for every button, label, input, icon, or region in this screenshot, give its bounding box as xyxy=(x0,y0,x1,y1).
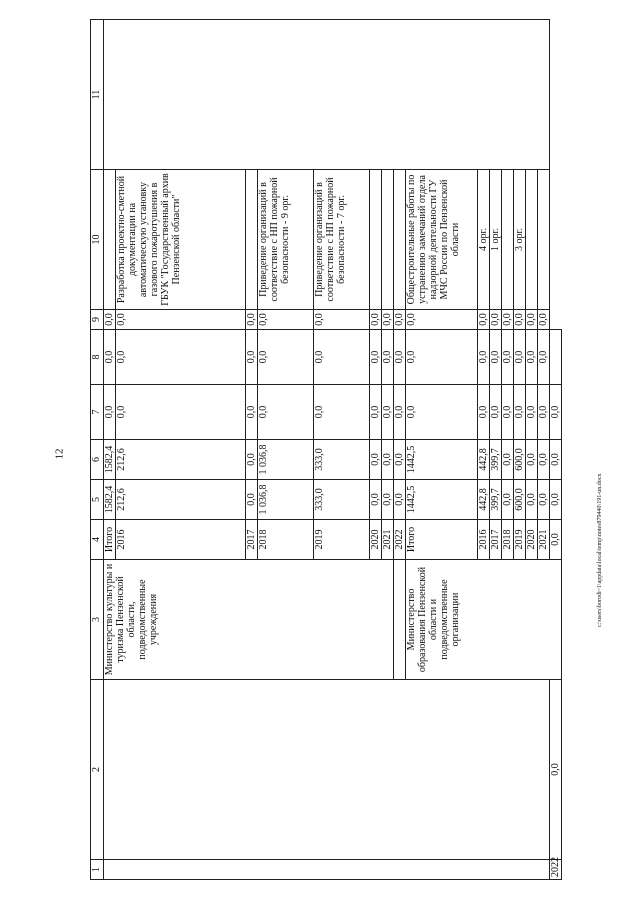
value-cell: 0,0 xyxy=(406,385,478,440)
value-cell: 0,0 xyxy=(526,480,538,520)
budget-table xyxy=(90,19,562,880)
table-row xyxy=(104,20,116,880)
value-cell: 333,0 xyxy=(314,440,370,480)
year-cell: 2022 xyxy=(550,860,562,880)
cell-col11 xyxy=(104,20,550,170)
column-header: 3 xyxy=(91,560,104,680)
total-label: Итого xyxy=(104,520,116,560)
value-cell: 0,0 xyxy=(526,385,538,440)
value-cell: 0,0 xyxy=(550,385,562,440)
value-cell: 0,0 xyxy=(406,310,478,330)
column-header: 2 xyxy=(91,680,104,860)
footer-file-path: c:\users\borodi~1\appdata\local\temp\notes879440\191-un.docx xyxy=(597,473,603,627)
column-number-row xyxy=(91,20,104,880)
year-cell: 2017 xyxy=(246,520,258,560)
value-cell: 0,0 xyxy=(526,330,538,385)
cell-col2 xyxy=(104,680,550,860)
value-cell: 0,0 xyxy=(490,310,502,330)
desc-cell: 3 орг. xyxy=(514,170,526,310)
year-cell: 2016 xyxy=(478,520,490,560)
column-header: 9 xyxy=(91,310,104,330)
value-cell: 0,0 xyxy=(394,310,406,330)
desc-cell: 1 орг. xyxy=(490,170,502,310)
value-cell: 0,0 xyxy=(246,385,258,440)
value-cell: 0,0 xyxy=(258,330,314,385)
value-cell: 0,0 xyxy=(394,330,406,385)
org-name: Министерство культуры и туризма Пензенской области, подведомственные учреждения xyxy=(104,560,394,680)
value-cell: 0,0 xyxy=(478,310,490,330)
value-cell: 333,0 xyxy=(314,480,370,520)
value-cell: 0,0 xyxy=(550,520,562,560)
value-cell: 0,0 xyxy=(394,440,406,480)
value-cell: 0,0 xyxy=(104,330,116,385)
value-cell: 0,0 xyxy=(258,385,314,440)
value-cell: 0,0 xyxy=(502,310,514,330)
value-cell: 0,0 xyxy=(370,310,382,330)
column-header: 6 xyxy=(91,440,104,480)
value-cell: 0,0 xyxy=(502,440,514,480)
cell-col1 xyxy=(104,860,550,880)
value-cell: 0,0 xyxy=(116,330,246,385)
value-cell: 0,0 xyxy=(478,385,490,440)
desc-cell xyxy=(246,170,258,310)
column-header: 5 xyxy=(91,480,104,520)
desc-cell: Общестроительные работы по устранению замечаний отдела надзорной деятельности ГУ МЧС России по Пензенской области xyxy=(406,170,478,310)
value-cell: 0,0 xyxy=(502,385,514,440)
value-cell: 0,0 xyxy=(246,480,258,520)
value-cell: 0,0 xyxy=(550,480,562,520)
value-cell: 0,0 xyxy=(538,480,550,520)
table-container xyxy=(90,20,614,880)
year-cell: 2018 xyxy=(258,520,314,560)
value-cell: 0,0 xyxy=(394,480,406,520)
value-cell: 0,0 xyxy=(490,330,502,385)
value-cell: 0,0 xyxy=(490,385,502,440)
value-cell: 442,8 xyxy=(478,480,490,520)
year-cell: 2018 xyxy=(502,520,514,560)
value-cell: 0,0 xyxy=(104,385,116,440)
value-cell: 600,0 xyxy=(514,480,526,520)
value-cell: 0,0 xyxy=(258,310,314,330)
value-cell: 0,0 xyxy=(382,330,394,385)
value-cell: 0,0 xyxy=(550,440,562,480)
value-cell: 0,0 xyxy=(314,330,370,385)
value-cell: 399,7 xyxy=(490,440,502,480)
year-cell: 2019 xyxy=(514,520,526,560)
total-label: Итого xyxy=(406,520,478,560)
column-header: 1 xyxy=(91,860,104,880)
year-cell: 2017 xyxy=(490,520,502,560)
desc-cell xyxy=(550,330,562,385)
desc-cell xyxy=(382,170,394,310)
value-cell: 0,0 xyxy=(370,440,382,480)
value-cell: 1582,4 xyxy=(104,480,116,520)
desc-cell xyxy=(526,170,538,310)
desc-cell: Разработка проектно-сметной документации на автоматическую установку газового пожаротушения в ГБУК "Государственный архив Пензенской области" xyxy=(116,170,246,310)
column-header: 11 xyxy=(91,20,104,170)
page-number: 12 xyxy=(53,448,66,460)
value-cell: 0,0 xyxy=(538,330,550,385)
desc-cell xyxy=(394,170,406,310)
value-cell: 1 036,8 xyxy=(258,480,314,520)
value-cell: 0,0 xyxy=(104,310,116,330)
value-cell: 1 036,8 xyxy=(258,440,314,480)
value-cell: 0,0 xyxy=(514,330,526,385)
value-cell: 0,0 xyxy=(514,310,526,330)
value-cell: 442,8 xyxy=(478,440,490,480)
org-name: Министерство образования Пензенской области и подведомственные организации xyxy=(406,560,562,680)
year-cell: 2019 xyxy=(314,520,370,560)
value-cell: 1442,5 xyxy=(406,440,478,480)
value-cell: 600,0 xyxy=(514,440,526,480)
value-cell: 0,0 xyxy=(382,480,394,520)
desc-cell: 4 орг. xyxy=(478,170,490,310)
value-cell: 0,0 xyxy=(526,310,538,330)
desc-cell xyxy=(538,170,550,310)
value-cell: 0,0 xyxy=(550,680,562,860)
year-cell: 2020 xyxy=(526,520,538,560)
value-cell: 0,0 xyxy=(538,440,550,480)
value-cell: 1442,5 xyxy=(406,480,478,520)
value-cell: 0,0 xyxy=(370,385,382,440)
desc-cell xyxy=(502,170,514,310)
desc-cell: Приведение организаций в соответствие с НП пожарной безопасности - 7 орг. xyxy=(314,170,370,310)
column-header: 10 xyxy=(91,170,104,310)
value-cell: 0,0 xyxy=(246,440,258,480)
value-cell: 0,0 xyxy=(314,385,370,440)
year-cell: 2021 xyxy=(538,520,550,560)
value-cell: 212,6 xyxy=(116,480,246,520)
column-header: 7 xyxy=(91,385,104,440)
value-cell: 0,0 xyxy=(116,385,246,440)
value-cell: 0,0 xyxy=(478,330,490,385)
value-cell: 0,0 xyxy=(394,385,406,440)
rotated-table-frame xyxy=(90,20,614,880)
year-cell: 2016 xyxy=(116,520,246,560)
value-cell: 0,0 xyxy=(246,330,258,385)
value-cell: 0,0 xyxy=(314,310,370,330)
year-cell: 2020 xyxy=(370,520,382,560)
value-cell: 0,0 xyxy=(370,480,382,520)
year-cell: 2021 xyxy=(382,520,394,560)
value-cell: 0,0 xyxy=(382,310,394,330)
value-cell: 399,7 xyxy=(490,480,502,520)
column-header: 8 xyxy=(91,330,104,385)
value-cell: 212,6 xyxy=(116,440,246,480)
value-cell: 0,0 xyxy=(538,310,550,330)
empty-org-cell xyxy=(394,560,406,680)
year-cell: 2022 xyxy=(394,520,406,560)
value-cell: 0,0 xyxy=(382,440,394,480)
value-cell: 1582,4 xyxy=(104,440,116,480)
desc-cell xyxy=(370,170,382,310)
value-cell: 0,0 xyxy=(246,310,258,330)
desc-cell: Приведение организаций в соответствие с НП пожарной безопасности - 9 орг. xyxy=(258,170,314,310)
value-cell: 0,0 xyxy=(538,385,550,440)
value-cell: 0,0 xyxy=(514,385,526,440)
value-cell: 0,0 xyxy=(502,480,514,520)
desc-cell xyxy=(104,170,116,310)
value-cell: 0,0 xyxy=(526,440,538,480)
value-cell: 0,0 xyxy=(382,385,394,440)
value-cell: 0,0 xyxy=(370,330,382,385)
table-row xyxy=(550,20,562,880)
value-cell: 0,0 xyxy=(406,330,478,385)
column-header: 4 xyxy=(91,520,104,560)
value-cell: 0,0 xyxy=(502,330,514,385)
value-cell: 0,0 xyxy=(116,310,246,330)
